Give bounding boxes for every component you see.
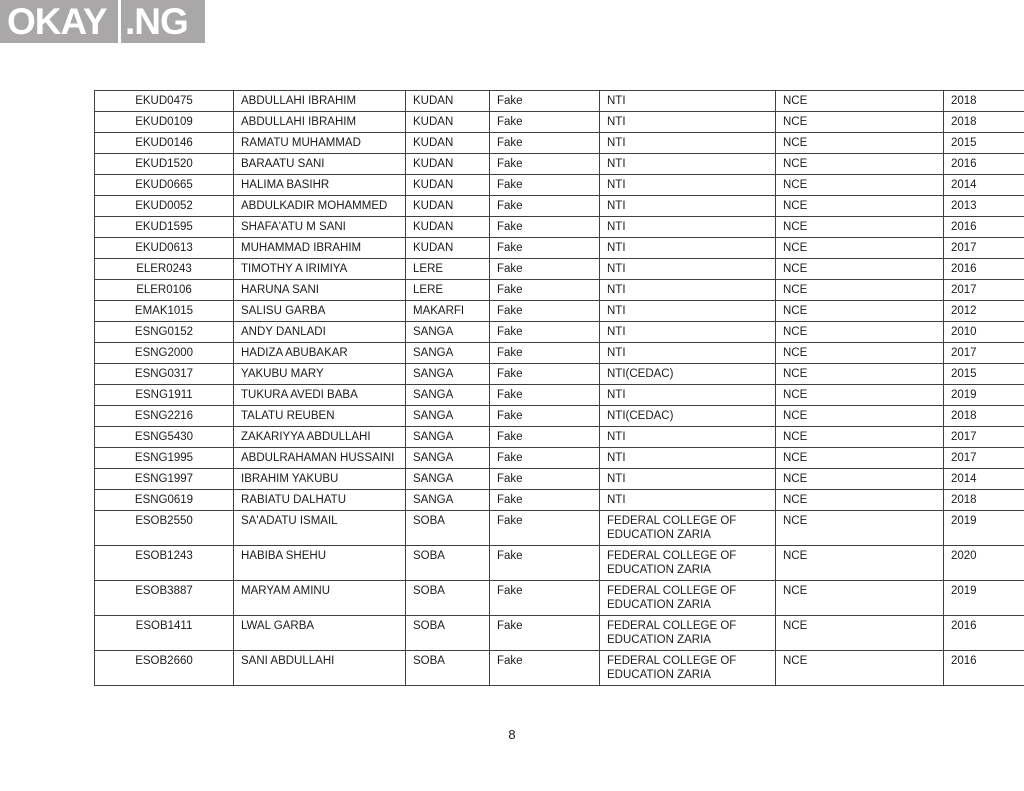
- qualification-cell: NCE: [776, 651, 944, 686]
- qualification-cell: NCE: [776, 280, 944, 301]
- year-cell: 2017: [944, 280, 1024, 301]
- qualification-cell: NCE: [776, 259, 944, 280]
- table-row: [95, 175, 1024, 196]
- candidate-id-cell: ESNG0152: [95, 322, 234, 343]
- table-row: [95, 238, 1024, 259]
- candidate-id-cell: EKUD1595: [95, 217, 234, 238]
- certificate-status-cell: Fake: [490, 490, 600, 511]
- institution-cell: FEDERAL COLLEGE OF EDUCATION ZARIA: [600, 511, 776, 546]
- year-cell: 2016: [944, 154, 1024, 175]
- candidate-name-cell: ANDY DANLADI: [234, 322, 406, 343]
- candidate-id-cell: EMAK1015: [95, 301, 234, 322]
- institution-cell: NTI: [600, 154, 776, 175]
- qualification-cell: NCE: [776, 154, 944, 175]
- table-row: [95, 490, 1024, 511]
- table-row: [95, 217, 1024, 238]
- certificate-status-cell: Fake: [490, 301, 600, 322]
- table-row: [95, 469, 1024, 490]
- year-cell: 2017: [944, 427, 1024, 448]
- qualification-cell: NCE: [776, 616, 944, 651]
- institution-cell: FEDERAL COLLEGE OF EDUCATION ZARIA: [600, 616, 776, 651]
- certificate-status-cell: Fake: [490, 322, 600, 343]
- certificate-status-cell: Fake: [490, 133, 600, 154]
- institution-cell: NTI: [600, 217, 776, 238]
- certificate-status-cell: Fake: [490, 406, 600, 427]
- lga-cell: SOBA: [406, 581, 490, 616]
- institution-cell: NTI: [600, 259, 776, 280]
- qualification-cell: NCE: [776, 175, 944, 196]
- lga-cell: KUDAN: [406, 238, 490, 259]
- candidate-name-cell: SA'ADATU ISMAIL: [234, 511, 406, 546]
- table-row: [95, 546, 1024, 581]
- table-row: [95, 581, 1024, 616]
- candidate-id-cell: EKUD0109: [95, 112, 234, 133]
- candidate-name-cell: TIMOTHY A IRIMIYA: [234, 259, 406, 280]
- candidate-name-cell: ABDULLAHI IBRAHIM: [234, 91, 406, 112]
- logo-part-okay: [0, 0, 118, 43]
- candidate-id-cell: ESNG2000: [95, 343, 234, 364]
- qualification-cell: NCE: [776, 448, 944, 469]
- certificate-status-cell: Fake: [490, 616, 600, 651]
- lga-cell: SANGA: [406, 427, 490, 448]
- certificate-status-cell: Fake: [490, 196, 600, 217]
- candidate-name-cell: TALATU REUBEN: [234, 406, 406, 427]
- certificate-status-cell: Fake: [490, 651, 600, 686]
- logo-text-ng: .NG: [125, 1, 188, 42]
- lga-cell: KUDAN: [406, 112, 490, 133]
- year-cell: 2013: [944, 196, 1024, 217]
- table-row: [95, 112, 1024, 133]
- logo-part-ng: [121, 0, 205, 43]
- qualification-cell: NCE: [776, 322, 944, 343]
- candidate-name-cell: SHAFA'ATU M SANI: [234, 217, 406, 238]
- candidate-name-cell: HABIBA SHEHU: [234, 546, 406, 581]
- certificate-status-cell: Fake: [490, 385, 600, 406]
- candidate-name-cell: RAMATU MUHAMMAD: [234, 133, 406, 154]
- candidate-name-cell: ABDULRAHAMAN HUSSAINI: [234, 448, 406, 469]
- lga-cell: SOBA: [406, 616, 490, 651]
- table-row: [95, 448, 1024, 469]
- candidate-name-cell: RABIATU DALHATU: [234, 490, 406, 511]
- institution-cell: FEDERAL COLLEGE OF EDUCATION ZARIA: [600, 546, 776, 581]
- qualification-cell: NCE: [776, 133, 944, 154]
- certificate-status-cell: Fake: [490, 469, 600, 490]
- page-number: 8: [508, 727, 516, 742]
- lga-cell: SANGA: [406, 364, 490, 385]
- table-row: [95, 364, 1024, 385]
- institution-cell: NTI: [600, 133, 776, 154]
- year-cell: 2019: [944, 385, 1024, 406]
- table-row: [95, 133, 1024, 154]
- qualification-cell: NCE: [776, 385, 944, 406]
- year-cell: 2015: [944, 364, 1024, 385]
- year-cell: 2019: [944, 581, 1024, 616]
- qualification-cell: NCE: [776, 343, 944, 364]
- institution-cell: NTI(CEDAC): [600, 406, 776, 427]
- certificate-status-cell: Fake: [490, 175, 600, 196]
- year-cell: 2018: [944, 406, 1024, 427]
- candidate-id-cell: EKUD0052: [95, 196, 234, 217]
- candidate-id-cell: ESNG1911: [95, 385, 234, 406]
- candidate-name-cell: IBRAHIM YAKUBU: [234, 469, 406, 490]
- candidate-name-cell: MUHAMMAD IBRAHIM: [234, 238, 406, 259]
- lga-cell: SOBA: [406, 511, 490, 546]
- qualification-cell: NCE: [776, 112, 944, 133]
- certificate-status-cell: Fake: [490, 511, 600, 546]
- candidate-id-cell: ESNG0619: [95, 490, 234, 511]
- lga-cell: SANGA: [406, 448, 490, 469]
- year-cell: 2018: [944, 490, 1024, 511]
- certificate-status-cell: Fake: [490, 238, 600, 259]
- institution-cell: NTI: [600, 343, 776, 364]
- qualification-cell: NCE: [776, 406, 944, 427]
- qualification-cell: NCE: [776, 217, 944, 238]
- lga-cell: SANGA: [406, 469, 490, 490]
- lga-cell: KUDAN: [406, 196, 490, 217]
- candidate-id-cell: ESOB1243: [95, 546, 234, 581]
- certificate-status-cell: Fake: [490, 217, 600, 238]
- year-cell: 2019: [944, 511, 1024, 546]
- lga-cell: KUDAN: [406, 175, 490, 196]
- table-row: [95, 427, 1024, 448]
- table-row: [95, 385, 1024, 406]
- year-cell: 2016: [944, 651, 1024, 686]
- year-cell: 2016: [944, 259, 1024, 280]
- certificate-status-cell: Fake: [490, 343, 600, 364]
- year-cell: 2014: [944, 175, 1024, 196]
- year-cell: 2017: [944, 448, 1024, 469]
- lga-cell: SANGA: [406, 385, 490, 406]
- candidate-id-cell: ESNG5430: [95, 427, 234, 448]
- table-row: [95, 91, 1024, 112]
- institution-cell: NTI(CEDAC): [600, 364, 776, 385]
- lga-cell: SOBA: [406, 546, 490, 581]
- lga-cell: SANGA: [406, 406, 490, 427]
- qualification-cell: NCE: [776, 301, 944, 322]
- credentials-table-container: [94, 90, 1024, 686]
- qualification-cell: NCE: [776, 91, 944, 112]
- year-cell: 2016: [944, 616, 1024, 651]
- qualification-cell: NCE: [776, 196, 944, 217]
- year-cell: 2017: [944, 238, 1024, 259]
- year-cell: 2017: [944, 343, 1024, 364]
- candidate-name-cell: LWAL GARBA: [234, 616, 406, 651]
- lga-cell: KUDAN: [406, 133, 490, 154]
- year-cell: 2020: [944, 546, 1024, 581]
- institution-cell: NTI: [600, 280, 776, 301]
- candidate-name-cell: YAKUBU MARY: [234, 364, 406, 385]
- lga-cell: SOBA: [406, 651, 490, 686]
- okay-ng-logo: [0, 0, 205, 43]
- candidate-id-cell: EKUD0665: [95, 175, 234, 196]
- qualification-cell: NCE: [776, 469, 944, 490]
- year-cell: 2014: [944, 469, 1024, 490]
- table-row: [95, 343, 1024, 364]
- institution-cell: NTI: [600, 301, 776, 322]
- lga-cell: KUDAN: [406, 217, 490, 238]
- qualification-cell: NCE: [776, 581, 944, 616]
- institution-cell: NTI: [600, 112, 776, 133]
- institution-cell: FEDERAL COLLEGE OF EDUCATION ZARIA: [600, 651, 776, 686]
- institution-cell: NTI: [600, 469, 776, 490]
- institution-cell: FEDERAL COLLEGE OF EDUCATION ZARIA: [600, 581, 776, 616]
- lga-cell: SANGA: [406, 490, 490, 511]
- candidate-id-cell: ESNG0317: [95, 364, 234, 385]
- candidate-name-cell: BARAATU SANI: [234, 154, 406, 175]
- candidate-id-cell: ESNG1995: [95, 448, 234, 469]
- candidate-id-cell: ESOB2550: [95, 511, 234, 546]
- qualification-cell: NCE: [776, 364, 944, 385]
- candidate-id-cell: EKUD0475: [95, 91, 234, 112]
- certificate-status-cell: Fake: [490, 581, 600, 616]
- institution-cell: NTI: [600, 196, 776, 217]
- year-cell: 2018: [944, 112, 1024, 133]
- table-row: [95, 280, 1024, 301]
- candidate-name-cell: SANI ABDULLAHI: [234, 651, 406, 686]
- fake-credentials-table: [94, 90, 1024, 686]
- candidate-name-cell: MARYAM AMINU: [234, 581, 406, 616]
- institution-cell: NTI: [600, 322, 776, 343]
- year-cell: 2015: [944, 133, 1024, 154]
- candidate-id-cell: EKUD0613: [95, 238, 234, 259]
- lga-cell: KUDAN: [406, 154, 490, 175]
- candidate-id-cell: ELER0106: [95, 280, 234, 301]
- table-row: [95, 196, 1024, 217]
- lga-cell: KUDAN: [406, 91, 490, 112]
- year-cell: 2010: [944, 322, 1024, 343]
- certificate-status-cell: Fake: [490, 448, 600, 469]
- lga-cell: SANGA: [406, 343, 490, 364]
- table-row: [95, 616, 1024, 651]
- institution-cell: NTI: [600, 427, 776, 448]
- candidate-id-cell: ESNG1997: [95, 469, 234, 490]
- institution-cell: NTI: [600, 238, 776, 259]
- lga-cell: LERE: [406, 259, 490, 280]
- candidate-id-cell: EKUD1520: [95, 154, 234, 175]
- certificate-status-cell: Fake: [490, 259, 600, 280]
- candidate-id-cell: ESOB1411: [95, 616, 234, 651]
- candidate-id-cell: EKUD0146: [95, 133, 234, 154]
- candidate-name-cell: HALIMA BASIHR: [234, 175, 406, 196]
- candidate-name-cell: ABDULLAHI IBRAHIM: [234, 112, 406, 133]
- institution-cell: NTI: [600, 448, 776, 469]
- candidate-name-cell: SALISU GARBA: [234, 301, 406, 322]
- qualification-cell: NCE: [776, 490, 944, 511]
- certificate-status-cell: Fake: [490, 546, 600, 581]
- lga-cell: MAKARFI: [406, 301, 490, 322]
- candidate-name-cell: ZAKARIYYA ABDULLAHI: [234, 427, 406, 448]
- table-row: [95, 406, 1024, 427]
- qualification-cell: NCE: [776, 546, 944, 581]
- certificate-status-cell: Fake: [490, 91, 600, 112]
- table-row: [95, 259, 1024, 280]
- table-row: [95, 651, 1024, 686]
- institution-cell: NTI: [600, 385, 776, 406]
- candidate-name-cell: HADIZA ABUBAKAR: [234, 343, 406, 364]
- candidate-name-cell: TUKURA AVEDI BABA: [234, 385, 406, 406]
- logo-text-okay: OKAY: [7, 1, 107, 42]
- certificate-status-cell: Fake: [490, 280, 600, 301]
- candidate-id-cell: ELER0243: [95, 259, 234, 280]
- year-cell: 2018: [944, 91, 1024, 112]
- candidate-id-cell: ESNG2216: [95, 406, 234, 427]
- candidate-id-cell: ESOB2660: [95, 651, 234, 686]
- year-cell: 2012: [944, 301, 1024, 322]
- candidate-name-cell: HARUNA SANI: [234, 280, 406, 301]
- certificate-status-cell: Fake: [490, 364, 600, 385]
- lga-cell: SANGA: [406, 322, 490, 343]
- qualification-cell: NCE: [776, 238, 944, 259]
- certificate-status-cell: Fake: [490, 427, 600, 448]
- institution-cell: NTI: [600, 175, 776, 196]
- qualification-cell: NCE: [776, 427, 944, 448]
- lga-cell: LERE: [406, 280, 490, 301]
- institution-cell: NTI: [600, 490, 776, 511]
- table-row: [95, 301, 1024, 322]
- institution-cell: NTI: [600, 91, 776, 112]
- table-body: [95, 91, 1024, 686]
- candidate-id-cell: ESOB3887: [95, 581, 234, 616]
- certificate-status-cell: Fake: [490, 154, 600, 175]
- qualification-cell: NCE: [776, 511, 944, 546]
- candidate-name-cell: ABDULKADIR MOHAMMED: [234, 196, 406, 217]
- table-row: [95, 511, 1024, 546]
- year-cell: 2016: [944, 217, 1024, 238]
- table-row: [95, 154, 1024, 175]
- certificate-status-cell: Fake: [490, 112, 600, 133]
- table-row: [95, 322, 1024, 343]
